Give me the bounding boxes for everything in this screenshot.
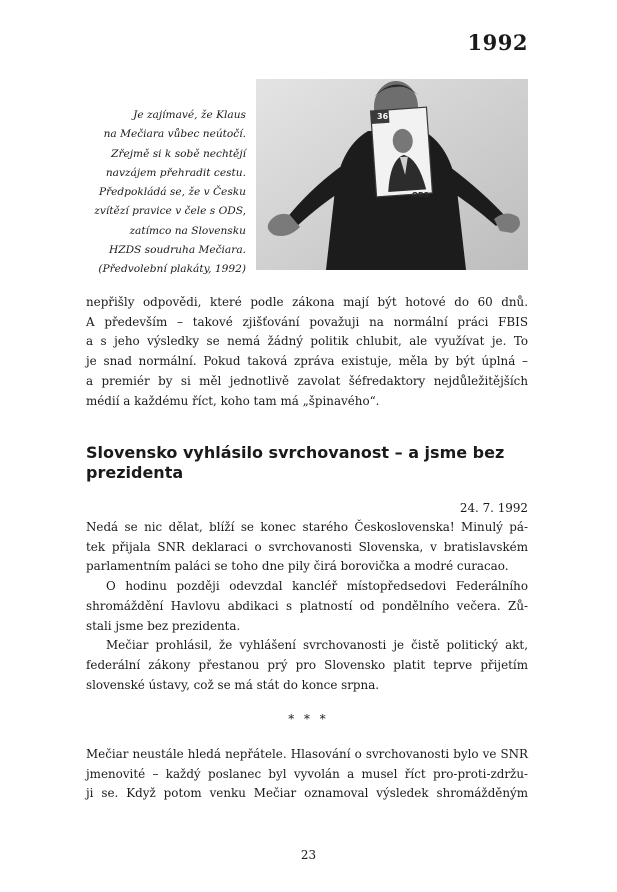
text-line: nepřišly odpovědi, které podle zákona mají být hotové do 60 dnů. <box>86 295 528 309</box>
text-line: a premiér by si měl jednotlivě zavolat šéfredaktory nejdůležitějších <box>86 373 528 388</box>
section-title-line: prezidenta <box>86 463 184 482</box>
intro-paragraph <box>86 293 528 411</box>
text-line: O hodinu později odevzdal kancléř místopředsedovi Federálního <box>106 579 528 594</box>
caption-line: zvítězí pravice v čele s ODS, <box>94 205 246 218</box>
caption-line: Zřejmě si k sobě nechtějí <box>111 147 246 160</box>
text-line: Mečiar prohlásil, že vyhlášení svrchovanosti je čistě politický akt, <box>106 638 528 653</box>
photo <box>256 79 528 270</box>
text-line: Mečiar neustále hledá nepřátele. Hlasování o svrchovanosti bylo ve SNR <box>86 747 528 761</box>
text-line: jmenovité – každý poslanec byl vyvolán a musel říct pro-proti-zdržu- <box>86 766 528 781</box>
text-line: tek přijala SNR deklaraci o svrchovanosti Slovenska, v bratislavském <box>86 539 528 554</box>
section-body <box>86 518 528 695</box>
caption-line: navzájem přehradit cestu. <box>105 166 246 179</box>
running-header-year: 1992 <box>467 30 528 55</box>
closing-paragraph <box>86 745 528 804</box>
text-line: je snad normální. Pokud taková zpráva existuje, měla by být úplná – <box>86 354 528 369</box>
text-line: shromáždění Havlovu abdikaci s platností od pondělního večera. Zů- <box>86 598 528 613</box>
caption-line: Předpokládá se, že v Česku <box>98 186 246 199</box>
text-line: ji se. Když potom venku Mečiar oznamoval výsledek shromážděným <box>86 786 528 801</box>
text-line: stali jsme bez prezidenta. <box>86 618 241 633</box>
caption-line: na Mečiara vůbec neútočí. <box>103 128 246 141</box>
caption-line: HZDS soudruha Mečiara. <box>108 244 246 257</box>
photo-illustration <box>256 79 528 270</box>
text-line: slovenské ústavy, což se má stát do konce srpna. <box>86 677 380 692</box>
page-number: 23 <box>300 848 317 862</box>
poster-logo: ODS <box>412 191 429 199</box>
section-title-line: Slovensko vyhlásilo svrchovanost – a jsme bez <box>86 443 505 462</box>
text-line: parlamentním paláci se toho dne pily čirá borovička a modré curacao. <box>86 559 509 574</box>
caption-line: Je zajímavé, že Klaus <box>133 109 246 121</box>
caption-line: zatímco na Slovensku <box>129 224 246 237</box>
entry-date: 24. 7. 1992 <box>459 501 528 515</box>
section-title <box>86 443 528 483</box>
text-line: médií a každému říct, koho tam má „špinavého“. <box>86 393 380 408</box>
figure-caption <box>86 106 246 280</box>
section-separator: * * * <box>288 712 329 726</box>
text-line: A především – takové zjišťování považuji na normální práci FBIS <box>86 314 528 329</box>
poster-number: 36 <box>377 112 389 121</box>
caption-line: (Předvolební plakáty, 1992) <box>98 263 246 276</box>
text-line: federální zákony přestanou prý pro Slovensko platit teprve přijetím <box>86 657 528 672</box>
text-line: Nedá se nic dělat, blíží se konec starého Československa! Minulý pá- <box>86 520 528 534</box>
text-line: a s jeho výsledky se nemá žádný politik chlubit, ale využívat je. To <box>86 334 528 349</box>
